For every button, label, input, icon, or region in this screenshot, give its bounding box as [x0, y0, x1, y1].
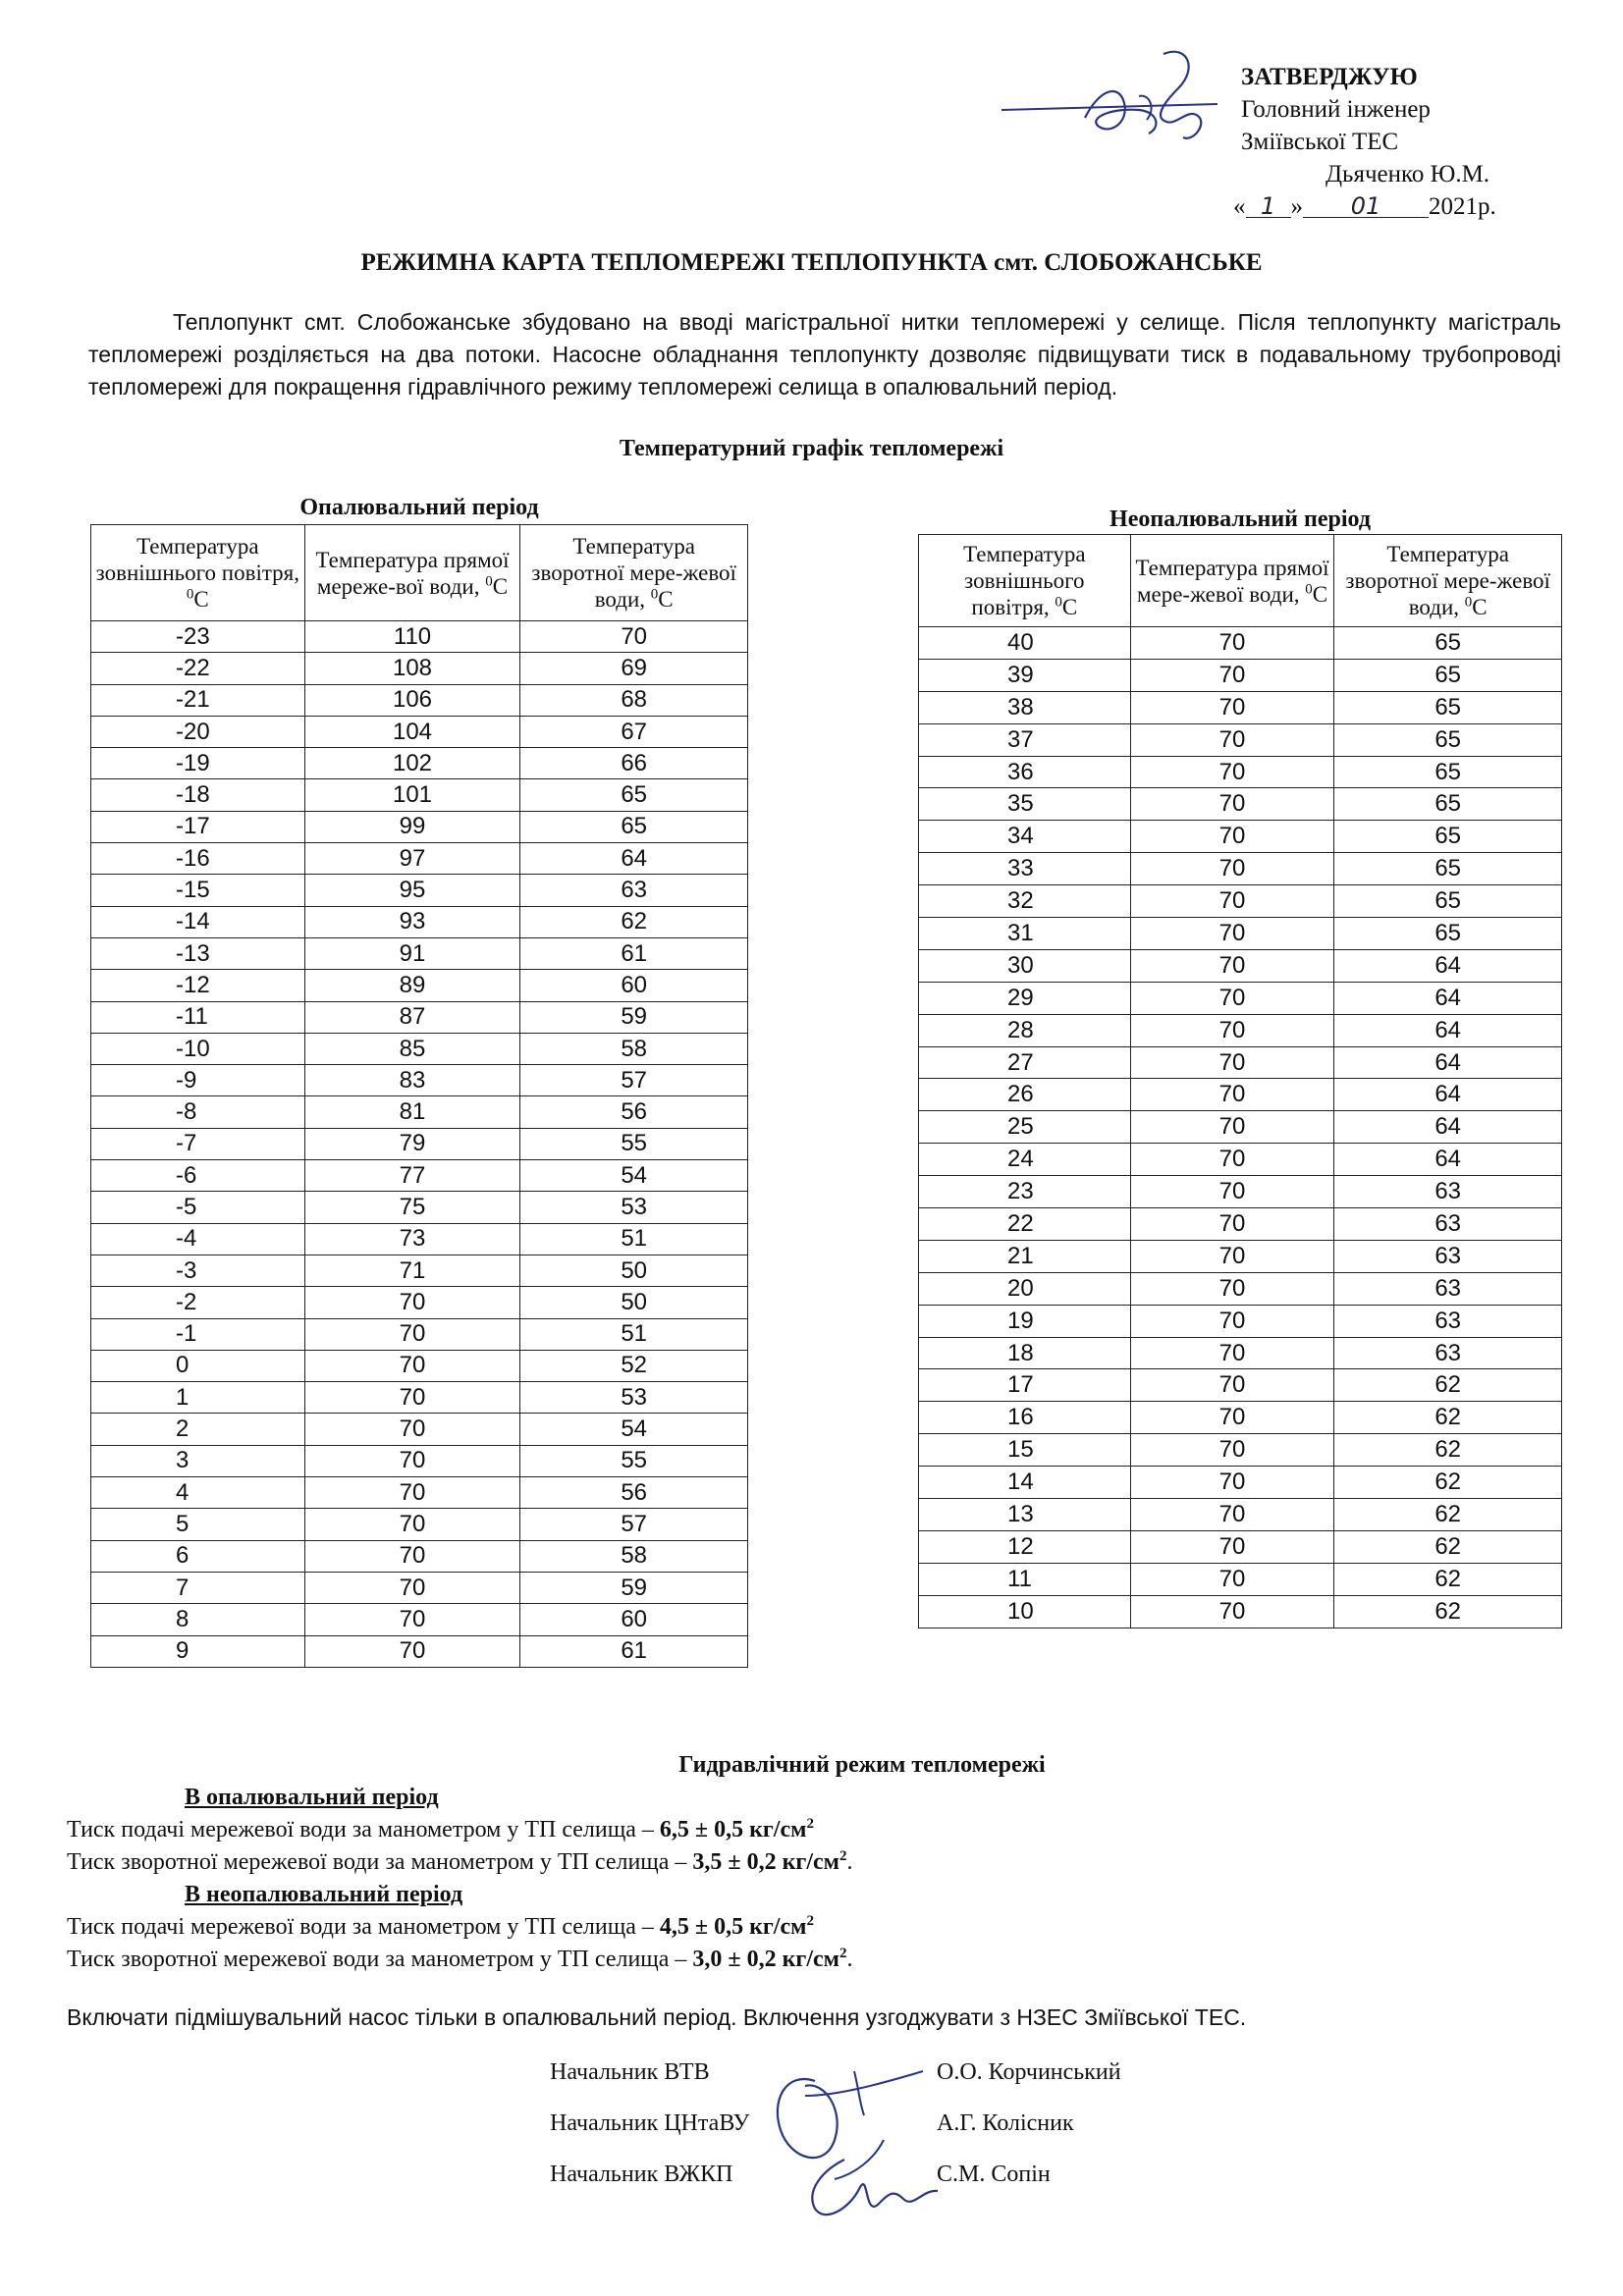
supply-temp-cell: 101 [304, 779, 520, 811]
supply-temp-cell: 70 [1130, 1337, 1334, 1369]
return-temp-cell: 64 [1334, 1014, 1562, 1046]
outdoor-temp-cell: -11 [91, 1001, 305, 1033]
supply-temp-cell: 87 [304, 1001, 520, 1033]
supply-temp-cell: 70 [1130, 1111, 1334, 1144]
temperature-graph-title: Температурний графік тепломережі [619, 436, 1004, 461]
table-row [91, 653, 748, 684]
outdoor-temp-cell: -17 [91, 811, 305, 842]
return-temp-cell: 62 [1334, 1563, 1562, 1595]
supply-temp-cell: 70 [1130, 949, 1334, 982]
return-temp-cell: 64 [1334, 949, 1562, 982]
outdoor-temp-cell: -14 [91, 906, 305, 937]
supply-temp-cell: 70 [1130, 1079, 1334, 1111]
heating-table-body [91, 621, 748, 1668]
outdoor-temp-cell: 33 [919, 853, 1131, 885]
table-row [91, 875, 748, 906]
outdoor-temp-cell: 0 [91, 1350, 305, 1381]
table-row [919, 1176, 1562, 1208]
return-temp-cell: 55 [520, 1128, 748, 1159]
supply-temp-cell: 70 [304, 1604, 520, 1635]
return-temp-cell: 57 [520, 1509, 748, 1540]
table-row [91, 843, 748, 875]
return-temp-cell: 65 [1334, 723, 1562, 756]
outdoor-temp-cell: -5 [91, 1192, 305, 1223]
table-row [919, 691, 1562, 723]
return-temp-cell: 50 [520, 1255, 748, 1286]
outdoor-temp-cell: -18 [91, 779, 305, 811]
supply-temp-cell: 70 [304, 1572, 520, 1603]
table-row [91, 779, 748, 811]
outdoor-temp-cell: 17 [919, 1369, 1131, 1402]
return-temp-cell: 57 [520, 1065, 748, 1096]
supply-temp-cell: 99 [304, 811, 520, 842]
supply-temp-cell: 81 [304, 1096, 520, 1128]
outdoor-temp-cell: 35 [919, 788, 1131, 821]
table-row [91, 1445, 748, 1476]
outdoor-temp-cell: 32 [919, 885, 1131, 918]
table-row [919, 1337, 1562, 1369]
return-temp-cell: 63 [1334, 1272, 1562, 1305]
return-temp-cell: 53 [520, 1382, 748, 1414]
supply-temp-cell: 70 [1130, 1563, 1334, 1595]
supply-temp-cell: 106 [304, 684, 520, 716]
header-outdoor-temp: Температура зовнішнього повітря, $^0$С [91, 525, 305, 621]
return-temp-cell: 62 [1334, 1499, 1562, 1531]
table-row [91, 1192, 748, 1223]
signer-name: А.Г. Колісник [937, 2110, 1074, 2136]
table-row [919, 1595, 1562, 1628]
table-row [91, 684, 748, 716]
outdoor-temp-cell: 3 [91, 1445, 305, 1476]
outdoor-temp-cell: 14 [919, 1467, 1131, 1499]
header-supply-temp: Температура прямої мере-жевої води, $^0$С [1130, 535, 1334, 627]
outdoor-temp-cell: -8 [91, 1096, 305, 1128]
outdoor-temp-cell: 34 [919, 821, 1131, 853]
table-row [919, 1014, 1562, 1046]
table-row [919, 1434, 1562, 1467]
table-row [91, 1572, 748, 1603]
return-temp-cell: 64 [1334, 1079, 1562, 1111]
return-temp-cell: 65 [520, 811, 748, 842]
header-return-temp: Температура зворотної мере-жевої води, $^0$С [1334, 535, 1562, 627]
outdoor-temp-cell: -10 [91, 1033, 305, 1064]
table-row [91, 1033, 748, 1064]
supply-temp-cell: 70 [1130, 659, 1334, 691]
return-temp-cell: 69 [520, 653, 748, 684]
supply-temp-cell: 70 [1130, 788, 1334, 821]
outdoor-temp-cell: 37 [919, 723, 1131, 756]
return-temp-cell: 62 [1334, 1434, 1562, 1467]
supply-temp-cell: 70 [304, 1414, 520, 1445]
outdoor-temp-cell: -7 [91, 1128, 305, 1159]
outdoor-temp-cell: 21 [919, 1240, 1131, 1272]
approval-organization: Зміївської ТЕС [1241, 129, 1399, 155]
supply-temp-cell: 83 [304, 1065, 520, 1096]
table-row [919, 1144, 1562, 1176]
outdoor-temp-cell: -1 [91, 1318, 305, 1350]
outdoor-temp-cell: -9 [91, 1065, 305, 1096]
outdoor-temp-cell: 12 [919, 1530, 1131, 1563]
supply-temp-cell: 70 [304, 1477, 520, 1509]
table-row [91, 1287, 748, 1318]
table-row [919, 918, 1562, 950]
supply-temp-cell: 75 [304, 1192, 520, 1223]
table-row [91, 716, 748, 747]
supply-temp-cell: 70 [304, 1382, 520, 1414]
hydraulic-title: Гидравлічний режим тепломережі [678, 1752, 1046, 1778]
return-temp-cell: 68 [520, 684, 748, 716]
table-row [91, 1635, 748, 1667]
outdoor-temp-cell: 10 [919, 1595, 1131, 1628]
supply-temp-cell: 70 [304, 1318, 520, 1350]
table-row [919, 659, 1562, 691]
return-temp-cell: 61 [520, 937, 748, 969]
table-row [919, 788, 1562, 821]
table-row [91, 1223, 748, 1255]
supply-temp-cell: 70 [1130, 1402, 1334, 1434]
outdoor-temp-cell: 27 [919, 1046, 1131, 1079]
return-temp-cell: 50 [520, 1287, 748, 1318]
outdoor-temp-cell: -4 [91, 1223, 305, 1255]
return-temp-cell: 65 [1334, 756, 1562, 788]
table-row [919, 1046, 1562, 1079]
approval-block [1233, 61, 1536, 223]
return-temp-cell: 65 [1334, 788, 1562, 821]
approval-date-day: 1 [1246, 195, 1291, 218]
return-temp-cell: 52 [520, 1350, 748, 1381]
outdoor-temp-cell: 24 [919, 1144, 1131, 1176]
table-row [919, 1467, 1562, 1499]
supply-temp-cell: 70 [1130, 821, 1334, 853]
return-temp-cell: 63 [1334, 1305, 1562, 1337]
table-row [919, 1369, 1562, 1402]
table-row [919, 1530, 1562, 1563]
return-temp-cell: 62 [1334, 1467, 1562, 1499]
return-temp-cell: 64 [1334, 1111, 1562, 1144]
return-temp-cell: 54 [520, 1160, 748, 1192]
supply-temp-cell: 70 [1130, 853, 1334, 885]
supply-temp-cell: 97 [304, 843, 520, 875]
return-temp-cell: 62 [1334, 1595, 1562, 1628]
table-row [91, 1065, 748, 1096]
return-temp-cell: 58 [520, 1033, 748, 1064]
outdoor-temp-cell: 9 [91, 1635, 305, 1667]
outdoor-temp-cell: 26 [919, 1079, 1131, 1111]
outdoor-temp-cell: 19 [919, 1305, 1131, 1337]
return-temp-cell: 61 [520, 1635, 748, 1667]
pump-note: Включати підмішувальний насос тільки в опалювальний період. Включення узгоджувати з НЗЕС Зміївської ТЕС. [67, 2004, 1247, 2030]
return-temp-cell: 54 [520, 1414, 748, 1445]
supply-temp-cell: 70 [1130, 1176, 1334, 1208]
signer-name: О.О. Корчинський [937, 2059, 1121, 2085]
outdoor-temp-cell: 31 [919, 918, 1131, 950]
return-temp-cell: 66 [520, 748, 748, 779]
return-temp-cell: 56 [520, 1477, 748, 1509]
return-temp-cell: 64 [520, 843, 748, 875]
table-row [91, 1350, 748, 1381]
hydraulic-non-heating-label: В неопалювальний період [185, 1882, 463, 1907]
approval-date-year: 2021р. [1429, 193, 1496, 220]
return-temp-cell: 65 [1334, 821, 1562, 853]
outdoor-temp-cell: 16 [919, 1402, 1131, 1434]
outdoor-temp-cell: -19 [91, 748, 305, 779]
outdoor-temp-cell: 29 [919, 982, 1131, 1014]
return-temp-cell: 58 [520, 1540, 748, 1572]
return-temp-cell: 64 [1334, 1144, 1562, 1176]
supply-temp-cell: 71 [304, 1255, 520, 1286]
outdoor-temp-cell: -3 [91, 1255, 305, 1286]
hydraulic-non-heating-return: Тиск зворотної мережевої води за манометром у ТП селища – 3,0 ± 0,2 $кг/см^2$. [67, 1946, 853, 1972]
outdoor-temp-cell: 20 [919, 1272, 1131, 1305]
hydraulic-heating-label: В опалювальний період [185, 1785, 439, 1810]
table-row [91, 970, 748, 1001]
return-temp-cell: 60 [520, 1604, 748, 1635]
supply-temp-cell: 73 [304, 1223, 520, 1255]
approval-name: Дьяченко Ю.М. [1325, 161, 1490, 187]
return-temp-cell: 62 [1334, 1369, 1562, 1402]
intro-paragraph: Теплопункт смт. Слобожанське збудовано на вводі магістральної нитки тепломережі у селище. Після теплопункту магістраль тепломережі розділяється на два потоки. Насосне обладнання теплопункту дозволяє підвищувати тиск в подавальному трубопроводі тепломережі для покращення гідравлічного режиму тепломережі селища в опалювальний період. [88, 309, 1561, 400]
supply-temp-cell: 70 [1130, 1014, 1334, 1046]
supply-temp-cell: 70 [1130, 1240, 1334, 1272]
table-row [919, 1305, 1562, 1337]
return-temp-cell: 53 [520, 1192, 748, 1223]
header-outdoor-temp: Температура зовнішнього повітря, $^0$С [919, 535, 1131, 627]
outdoor-temp-cell: 4 [91, 1477, 305, 1509]
supply-temp-cell: 77 [304, 1160, 520, 1192]
table-row [91, 1540, 748, 1572]
outdoor-temp-cell: 18 [919, 1337, 1131, 1369]
non-heating-period-title: Неопалювальний період [1109, 507, 1371, 532]
table-row [91, 1509, 748, 1540]
approval-signature [992, 49, 1247, 157]
return-temp-cell: 64 [1334, 982, 1562, 1014]
signer-name: С.М. Сопін [937, 2162, 1051, 2187]
table-row [919, 982, 1562, 1014]
supply-temp-cell: 70 [1130, 691, 1334, 723]
table-row [919, 949, 1562, 982]
table-row [919, 723, 1562, 756]
signer-position: Начальник ЦНтаВУ [550, 2110, 750, 2136]
heating-period-title: Опалювальний період [299, 495, 539, 520]
return-temp-cell: 65 [1334, 627, 1562, 660]
outdoor-temp-cell: 5 [91, 1509, 305, 1540]
outdoor-temp-cell: 30 [919, 949, 1131, 982]
table-row [91, 1414, 748, 1445]
outdoor-temp-cell: 2 [91, 1414, 305, 1445]
outdoor-temp-cell: 38 [919, 691, 1131, 723]
return-temp-cell: 60 [520, 970, 748, 1001]
table-row [91, 906, 748, 937]
supply-temp-cell: 70 [304, 1635, 520, 1667]
approval-date-month: 01 [1303, 195, 1429, 218]
table-row [919, 1402, 1562, 1434]
return-temp-cell: 62 [1334, 1402, 1562, 1434]
outdoor-temp-cell: 25 [919, 1111, 1131, 1144]
return-temp-cell: 59 [520, 1572, 748, 1603]
supply-temp-cell: 70 [1130, 1369, 1334, 1402]
outdoor-temp-cell: -15 [91, 875, 305, 906]
table-row [91, 1001, 748, 1033]
outdoor-temp-cell: 23 [919, 1176, 1131, 1208]
supply-temp-cell: 70 [1130, 1499, 1334, 1531]
outdoor-temp-cell: 22 [919, 1208, 1131, 1241]
supply-temp-cell: 70 [1130, 982, 1334, 1014]
return-temp-cell: 62 [1334, 1530, 1562, 1563]
outdoor-temp-cell: 6 [91, 1540, 305, 1572]
supply-temp-cell: 79 [304, 1128, 520, 1159]
supply-temp-cell: 70 [304, 1445, 520, 1476]
outdoor-temp-cell: 1 [91, 1382, 305, 1414]
table-row [919, 1111, 1562, 1144]
table-row [91, 748, 748, 779]
hydraulic-heating-return: Тиск зворотної мережевої води за манометром у ТП селища – 3,5 ± 0,2 $кг/см^2$. [67, 1848, 853, 1875]
table-row [91, 621, 748, 653]
outdoor-temp-cell: 11 [919, 1563, 1131, 1595]
supply-temp-cell: 70 [1130, 1144, 1334, 1176]
table-row [91, 1128, 748, 1159]
heating-table [90, 524, 748, 1668]
table-row [919, 1499, 1562, 1531]
supply-temp-cell: 70 [1130, 1530, 1334, 1563]
supply-temp-cell: 104 [304, 716, 520, 747]
return-temp-cell: 65 [520, 779, 748, 811]
supply-temp-cell: 110 [304, 621, 520, 653]
return-temp-cell: 63 [1334, 1240, 1562, 1272]
supply-temp-cell: 85 [304, 1033, 520, 1064]
supply-temp-cell: 70 [1130, 1208, 1334, 1241]
supply-temp-cell: 95 [304, 875, 520, 906]
return-temp-cell: 56 [520, 1096, 748, 1128]
supply-temp-cell: 70 [304, 1540, 520, 1572]
table-row [919, 756, 1562, 788]
return-temp-cell: 55 [520, 1445, 748, 1476]
outdoor-temp-cell: -20 [91, 716, 305, 747]
outdoor-temp-cell: 28 [919, 1014, 1131, 1046]
table-row [919, 1563, 1562, 1595]
supply-temp-cell: 93 [304, 906, 520, 937]
table-row [919, 1272, 1562, 1305]
signer-signatures [766, 2042, 962, 2228]
table-row [919, 853, 1562, 885]
outdoor-temp-cell: -13 [91, 937, 305, 969]
hydraulic-non-heating-supply: Тиск подачі мережевої води за манометром у ТП селища – 4,5 ± 0,5 $кг/см^2$ [67, 1913, 814, 1940]
supply-temp-cell: 70 [304, 1350, 520, 1381]
supply-temp-cell: 89 [304, 970, 520, 1001]
supply-temp-cell: 70 [1130, 723, 1334, 756]
return-temp-cell: 65 [1334, 691, 1562, 723]
header-return-temp: Температура зворотної мере-жевої води, $^0$С [520, 525, 748, 621]
table-row [91, 811, 748, 842]
return-temp-cell: 59 [520, 1001, 748, 1033]
non-heating-table-body [919, 627, 1562, 1629]
non-heating-table [918, 534, 1562, 1629]
document-title: РЕЖИМНА КАРТА ТЕПЛОМЕРЕЖІ ТЕПЛОПУНКТА смт. СЛОБОЖАНСЬКЕ [360, 249, 1263, 276]
table-row [91, 1477, 748, 1509]
table-row [91, 1318, 748, 1350]
supply-temp-cell: 70 [1130, 1434, 1334, 1467]
supply-temp-cell: 108 [304, 653, 520, 684]
return-temp-cell: 64 [1334, 1046, 1562, 1079]
supply-temp-cell: 70 [1130, 918, 1334, 950]
return-temp-cell: 63 [1334, 1208, 1562, 1241]
outdoor-temp-cell: -21 [91, 684, 305, 716]
table-row [919, 885, 1562, 918]
return-temp-cell: 63 [1334, 1176, 1562, 1208]
table-row [91, 1382, 748, 1414]
supply-temp-cell: 70 [1130, 756, 1334, 788]
table-row [91, 1604, 748, 1635]
signer-position: Начальник ВЖКП [550, 2162, 733, 2187]
approval-heading: ЗАТВЕРДЖУЮ [1241, 64, 1418, 90]
outdoor-temp-cell: -2 [91, 1287, 305, 1318]
return-temp-cell: 51 [520, 1318, 748, 1350]
hydraulic-heating-supply: Тиск подачі мережевої води за манометром у ТП селища – 6,5 ± 0,5 $кг/см^2$ [67, 1816, 814, 1842]
supply-temp-cell: 91 [304, 937, 520, 969]
outdoor-temp-cell: 7 [91, 1572, 305, 1603]
return-temp-cell: 65 [1334, 918, 1562, 950]
return-temp-cell: 51 [520, 1223, 748, 1255]
table-row [919, 627, 1562, 660]
return-temp-cell: 65 [1334, 885, 1562, 918]
table-row [91, 1255, 748, 1286]
outdoor-temp-cell: 15 [919, 1434, 1131, 1467]
outdoor-temp-cell: 40 [919, 627, 1131, 660]
table-row [91, 937, 748, 969]
return-temp-cell: 65 [1334, 853, 1562, 885]
return-temp-cell: 62 [520, 906, 748, 937]
supply-temp-cell: 70 [1130, 1467, 1334, 1499]
return-temp-cell: 63 [1334, 1337, 1562, 1369]
table-row [91, 1160, 748, 1192]
outdoor-temp-cell: 13 [919, 1499, 1131, 1531]
supply-temp-cell: 70 [1130, 627, 1334, 660]
return-temp-cell: 63 [520, 875, 748, 906]
approval-date: « 1 » 01 2021р. [1233, 192, 1496, 220]
table-row [919, 1079, 1562, 1111]
header-supply-temp: Температура прямої мереже-вої води, $^0$С [304, 525, 520, 621]
return-temp-cell: 65 [1334, 659, 1562, 691]
supply-temp-cell: 70 [1130, 885, 1334, 918]
outdoor-temp-cell: -12 [91, 970, 305, 1001]
table-row [919, 1240, 1562, 1272]
table-row [919, 821, 1562, 853]
outdoor-temp-cell: 36 [919, 756, 1131, 788]
approval-position: Головний інженер [1241, 96, 1431, 123]
outdoor-temp-cell: -23 [91, 621, 305, 653]
supply-temp-cell: 70 [1130, 1595, 1334, 1628]
supply-temp-cell: 70 [1130, 1046, 1334, 1079]
table-row [91, 1096, 748, 1128]
hydraulic-section [67, 1749, 1540, 1976]
supply-temp-cell: 70 [304, 1287, 520, 1318]
outdoor-temp-cell: -22 [91, 653, 305, 684]
supply-temp-cell: 102 [304, 748, 520, 779]
supply-temp-cell: 70 [304, 1509, 520, 1540]
signer-position: Начальник ВТВ [550, 2059, 710, 2085]
outdoor-temp-cell: -6 [91, 1160, 305, 1192]
return-temp-cell: 67 [520, 716, 748, 747]
return-temp-cell: 70 [520, 621, 748, 653]
outdoor-temp-cell: 39 [919, 659, 1131, 691]
outdoor-temp-cell: -16 [91, 843, 305, 875]
table-row [919, 1208, 1562, 1241]
supply-temp-cell: 70 [1130, 1305, 1334, 1337]
supply-temp-cell: 70 [1130, 1272, 1334, 1305]
outdoor-temp-cell: 8 [91, 1604, 305, 1635]
